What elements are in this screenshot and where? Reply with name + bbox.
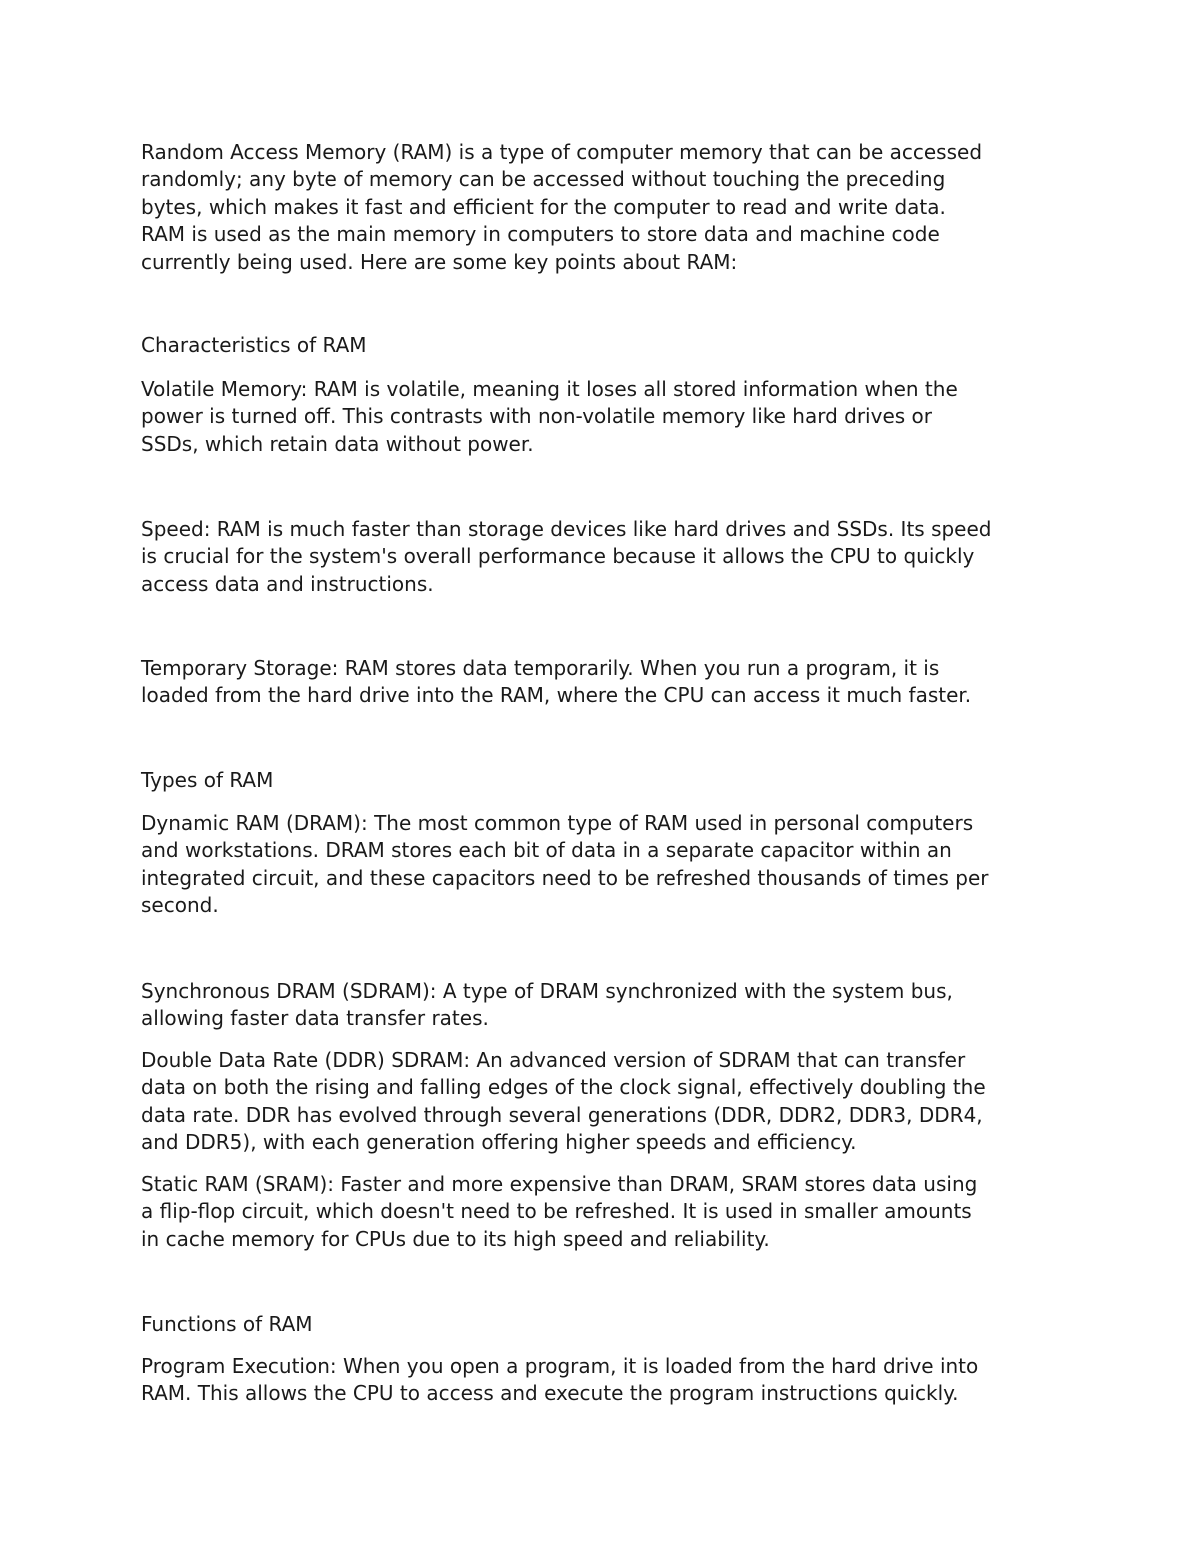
text-line: SSDs, which retain data without power. bbox=[141, 431, 534, 456]
dram-paragraph bbox=[141, 810, 988, 920]
text-line: a flip-flop circuit, which doesn't need to be refreshed. It is used in smaller amounts bbox=[141, 1199, 972, 1224]
text-line: Double Data Rate (DDR) SDRAM: An advanced version of SDRAM that can transfer bbox=[141, 1048, 966, 1072]
text-line: in cache memory for CPUs due to its high speed and reliability. bbox=[141, 1226, 770, 1251]
text-line: data on both the rising and falling edges of the clock signal, effectively doubling the bbox=[141, 1075, 986, 1100]
types-heading bbox=[141, 767, 273, 794]
speed-paragraph bbox=[141, 516, 992, 598]
text-line: allowing faster data transfer rates. bbox=[141, 1006, 489, 1031]
intro-paragraph bbox=[141, 139, 982, 276]
text-line: data rate. DDR has evolved through several generations (DDR, DDR2, DDR3, DDR4, bbox=[141, 1102, 983, 1127]
text-line: and DDR5), with each generation offering higher speeds and efficiency. bbox=[141, 1130, 857, 1155]
text-line: Random Access Memory (RAM) is a type of computer memory that can be accessed bbox=[141, 140, 983, 164]
heading-text: Types of RAM bbox=[141, 768, 274, 792]
text-line: Static RAM (SRAM): Faster and more expensive than DRAM, SRAM stores data using bbox=[141, 1172, 978, 1196]
text-line: access data and instructions. bbox=[141, 571, 434, 596]
text-line: is crucial for the system's overall performance because it allows the CPU to quickly bbox=[141, 544, 975, 569]
temporary-storage-paragraph bbox=[141, 655, 971, 710]
text-line: randomly; any byte of memory can be accessed without touching the preceding bbox=[141, 167, 946, 192]
text-line: Temporary Storage: RAM stores data temporarily. When you run a program, it is bbox=[141, 656, 940, 680]
text-line: second. bbox=[141, 893, 219, 918]
text-line: integrated circuit, and these capacitors need to be refreshed thousands of times per bbox=[141, 865, 989, 890]
text-line: Synchronous DRAM (SDRAM): A type of DRAM synchronized with the system bus, bbox=[141, 979, 953, 1003]
text-line: loaded from the hard drive into the RAM, where the CPU can access it much faster. bbox=[141, 683, 972, 708]
heading-text: Functions of RAM bbox=[141, 1312, 313, 1336]
program-execution-paragraph bbox=[141, 1353, 978, 1408]
text-line: currently being used. Here are some key points about RAM: bbox=[141, 249, 738, 274]
sdram-paragraph bbox=[141, 978, 953, 1033]
ddr-paragraph bbox=[141, 1047, 986, 1157]
text-line: Program Execution: When you open a program, it is loaded from the hard drive into bbox=[141, 1354, 979, 1378]
heading-text: Characteristics of RAM bbox=[141, 333, 367, 357]
text-line: Speed: RAM is much faster than storage devices like hard drives and SSDs. Its speed bbox=[141, 517, 992, 541]
text-line: and workstations. DRAM stores each bit of data in a separate capacitor within an bbox=[141, 838, 952, 863]
text-line: RAM. This allows the CPU to access and execute the program instructions quickly. bbox=[141, 1381, 959, 1406]
text-line: bytes, which makes it fast and efficient for the computer to read and write data. bbox=[141, 194, 946, 219]
text-line: power is turned off. This contrasts with non-volatile memory like hard drives or bbox=[141, 404, 932, 429]
text-line: RAM is used as the main memory in computers to store data and machine code bbox=[141, 222, 940, 247]
characteristics-heading bbox=[141, 332, 367, 359]
functions-heading bbox=[141, 1311, 313, 1338]
sram-paragraph bbox=[141, 1171, 977, 1253]
text-line: Dynamic RAM (DRAM): The most common type of RAM used in personal computers bbox=[141, 811, 974, 835]
text-line: Volatile Memory: RAM is volatile, meaning it loses all stored information when the bbox=[141, 377, 958, 401]
volatile-memory-paragraph bbox=[141, 376, 958, 458]
